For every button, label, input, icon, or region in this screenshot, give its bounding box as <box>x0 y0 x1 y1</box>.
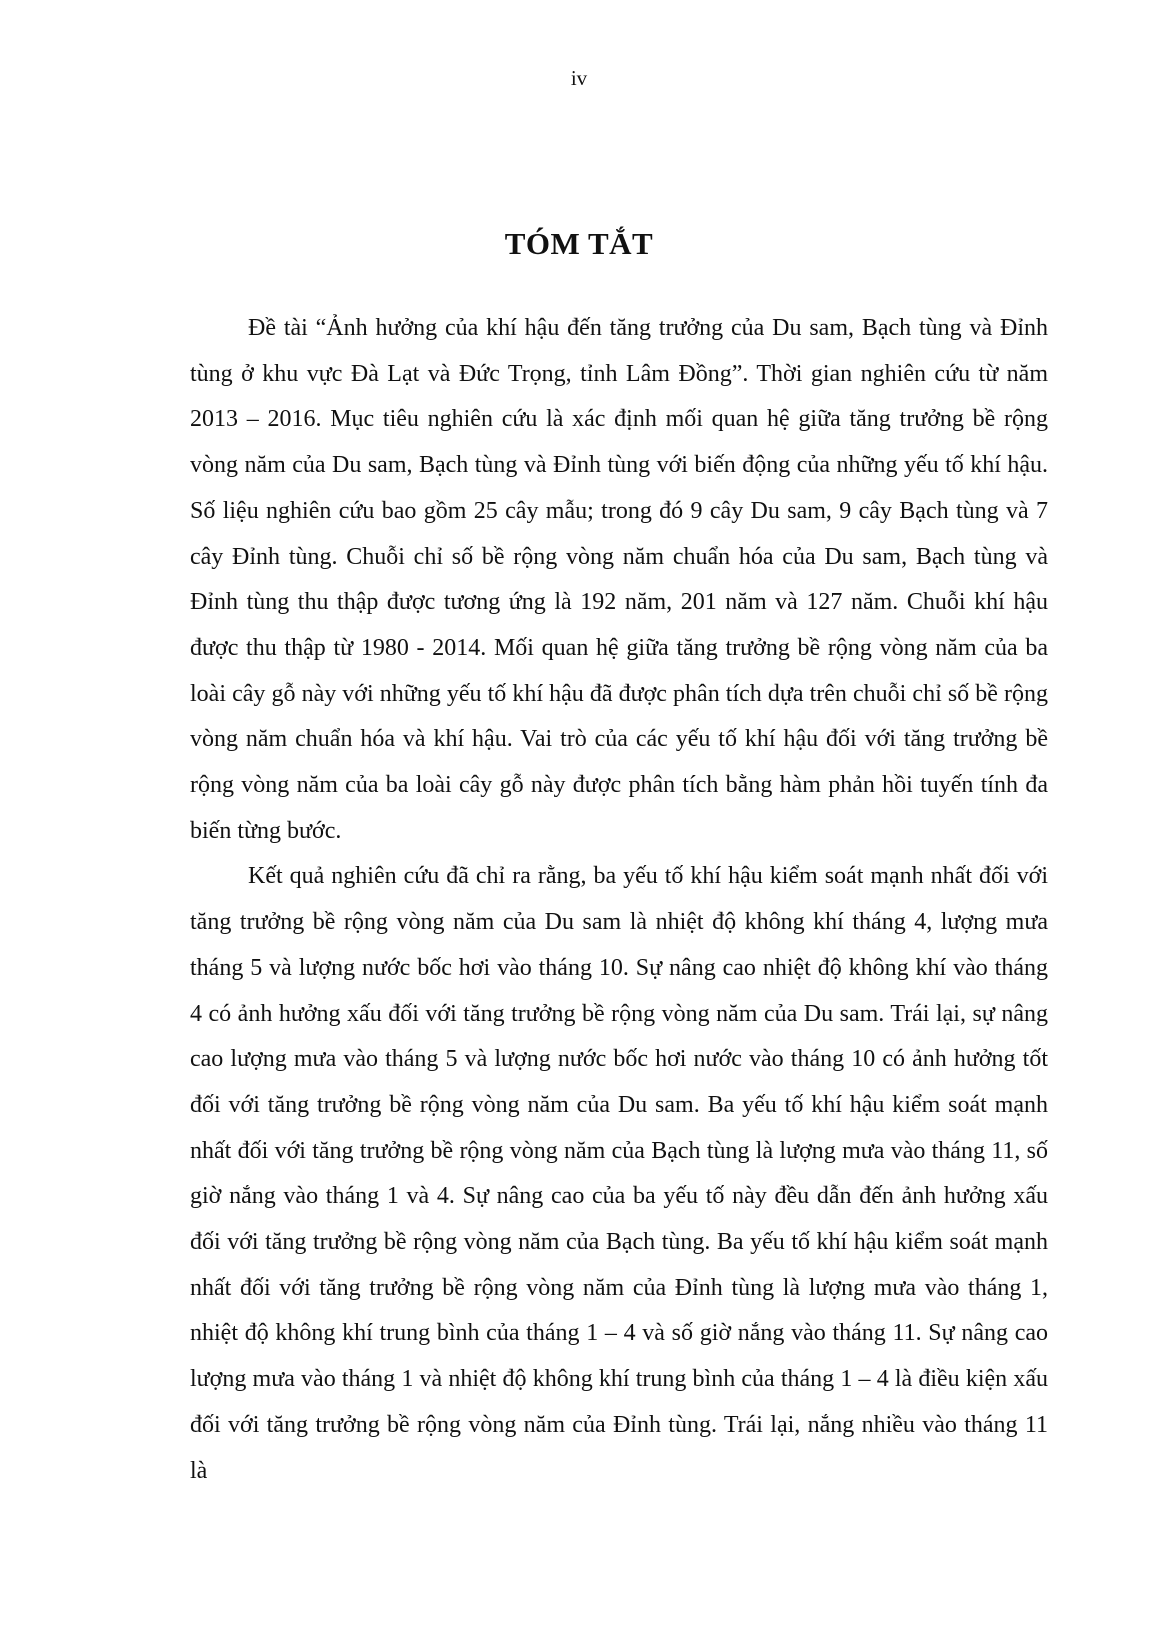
abstract-paragraph-1: Đề tài “Ảnh hưởng của khí hậu đến tăng trưởng của Du sam, Bạch tùng và Đỉnh tùng ở khu vực Đà Lạt và Đức Trọng, tỉnh Lâm Đồng”. Thời gian nghiên cứu từ năm 2013 – 2016. Mục tiêu nghiên cứu là xác định mối quan hệ giữa tăng trưởng bề rộng vòng năm của Du sam, Bạch tùng và Đỉnh tùng với biến động của những yếu tố khí hậu. Số liệu nghiên cứu bao gồm 25 cây mẫu; trong đó 9 cây Du sam, 9 cây Bạch tùng và 7 cây Đỉnh tùng. Chuỗi chỉ số bề rộng vòng năm chuẩn hóa của Du sam, Bạch tùng và Đỉnh tùng thu thập được tương ứng là 192 năm, 201 năm và 127 năm. Chuỗi khí hậu được thu thập từ 1980 - 2014. Mối quan hệ giữa tăng trưởng bề rộng vòng năm của ba loài cây gỗ này với những yếu tố khí hậu đã được phân tích dựa trên chuỗi chỉ số bề rộng vòng năm chuẩn hóa và khí hậu. Vai trò của các yếu tố khí hậu đối với tăng trưởng bề rộng vòng năm của ba loài cây gỗ này được phân tích bằng hàm phản hồi tuyến tính đa biến từng bước. <box>190 315 1048 844</box>
abstract-body <box>190 306 1048 1494</box>
page-number: iv <box>570 66 588 90</box>
abstract-paragraph-2: Kết quả nghiên cứu đã chỉ ra rằng, ba yếu tố khí hậu kiểm soát mạnh nhất đối với tăng trưởng bề rộng vòng năm của Du sam là nhiệt độ không khí tháng 4, lượng mưa tháng 5 và lượng nước bốc hơi vào tháng 10. Sự nâng cao nhiệt độ không khí vào tháng 4 có ảnh hưởng xấu đối với tăng trưởng bề rộng vòng năm của Du sam. Trái lại, sự nâng cao lượng mưa vào tháng 5 và lượng nước bốc hơi nước vào tháng 10 có ảnh hưởng tốt đối với tăng trưởng bề rộng vòng năm của Du sam. Ba yếu tố khí hậu kiểm soát mạnh nhất đối với tăng trưởng bề rộng vòng năm của Bạch tùng là lượng mưa vào tháng 11, số giờ nắng vào tháng 1 và 4. Sự nâng cao của ba yếu tố này đều dẫn đến ảnh hưởng xấu đối với tăng trưởng bề rộng vòng năm của Bạch tùng. Ba yếu tố khí hậu kiểm soát mạnh nhất đối với tăng trưởng bề rộng vòng năm của Đỉnh tùng là lượng mưa vào tháng 1, nhiệt độ không khí trung bình của tháng 1 – 4 và số giờ nắng vào tháng 11. Sự nâng cao lượng mưa vào tháng 1 và nhiệt độ không khí trung bình của tháng 1 – 4 là điều kiện xấu đối với tăng trưởng bề rộng vòng năm của Đỉnh tùng. Trái lại, nắng nhiều vào tháng 11 là <box>190 863 1048 1484</box>
abstract-title: TÓM TẮT <box>504 226 654 261</box>
